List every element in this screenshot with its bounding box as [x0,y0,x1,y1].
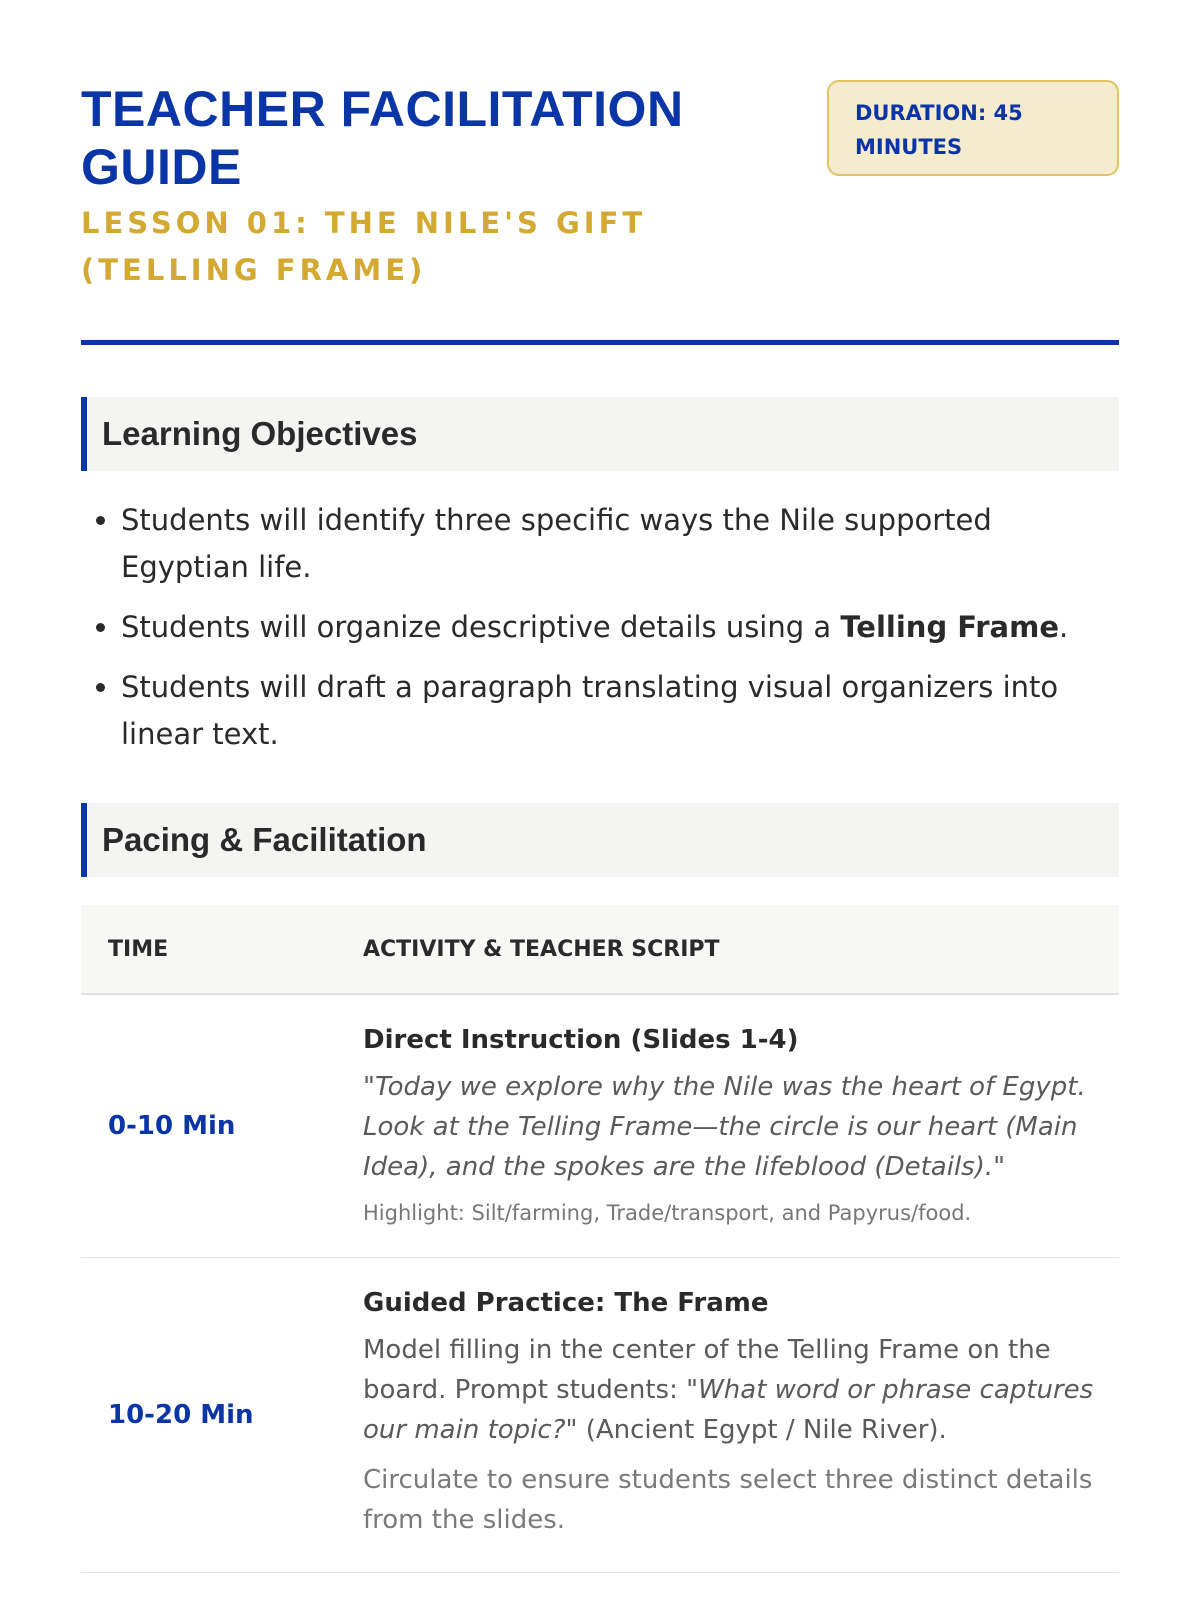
objective-text: Students will draft a paragraph translating visual organizers into linear text. [121,670,1059,751]
objective-text: Students will organize descriptive details using a [121,610,841,644]
activity-description [363,1330,1119,1450]
column-header-time: TIME [81,905,363,994]
teacher-script: "Today we explore why the Nile was the heart of Egypt. Look at the Telling Frame—the circle is our heart (Main Idea), and the spokes are the lifeblood (Details)." [363,1072,1086,1182]
objective-end: . [1059,610,1069,644]
activity-title: Guided Practice: The Frame [363,1288,769,1318]
table-row [81,1258,1119,1573]
list-item [121,604,1119,651]
pacing-heading: Pacing & Facilitation [81,803,1119,877]
column-header-activity: ACTIVITY & TEACHER SCRIPT [363,905,1119,994]
objectives-list [81,497,1119,758]
table-header-row [81,905,1119,994]
description-answer: (Ancient Egypt / Nile River). [577,1415,947,1445]
list-item [121,664,1119,758]
activity-note: Highlight: Silt/farming, Trade/transport, and Papyrus/food. [363,1201,972,1225]
header-divider [81,340,1119,345]
objective-emphasis: Telling Frame [840,610,1060,644]
description-text: Model filling in the center of the Telling Frame on the board. Prompt students: [363,1335,1051,1405]
row-time: 10-20 Min [81,1258,363,1573]
row-activity [363,994,1119,1258]
page-title: TEACHER FACILITATION GUIDE [81,81,684,195]
lesson-subtitle: LESSON 01: THE NILE'S GIFT (TELLING FRAME) [81,206,647,287]
objectives-heading: Learning Objectives [81,397,1119,471]
guide-header [81,80,1119,340]
pacing-table [81,905,1119,1573]
duration-badge: DURATION: 45 MINUTES [827,80,1119,176]
activity-title: Direct Instruction (Slides 1-4) [363,1025,799,1055]
row-time: 0-10 Min [81,994,363,1258]
activity-note: Circulate to ensure students select three distinct details from the slides. [363,1465,1093,1535]
row-activity [363,1258,1119,1573]
prompt-quote: "What word or phrase captures our main topic?" [363,1375,1094,1445]
list-item [121,497,1119,591]
objective-text: Students will identify three specific ways the Nile supported Egyptian life. [121,503,992,584]
table-row [81,994,1119,1258]
